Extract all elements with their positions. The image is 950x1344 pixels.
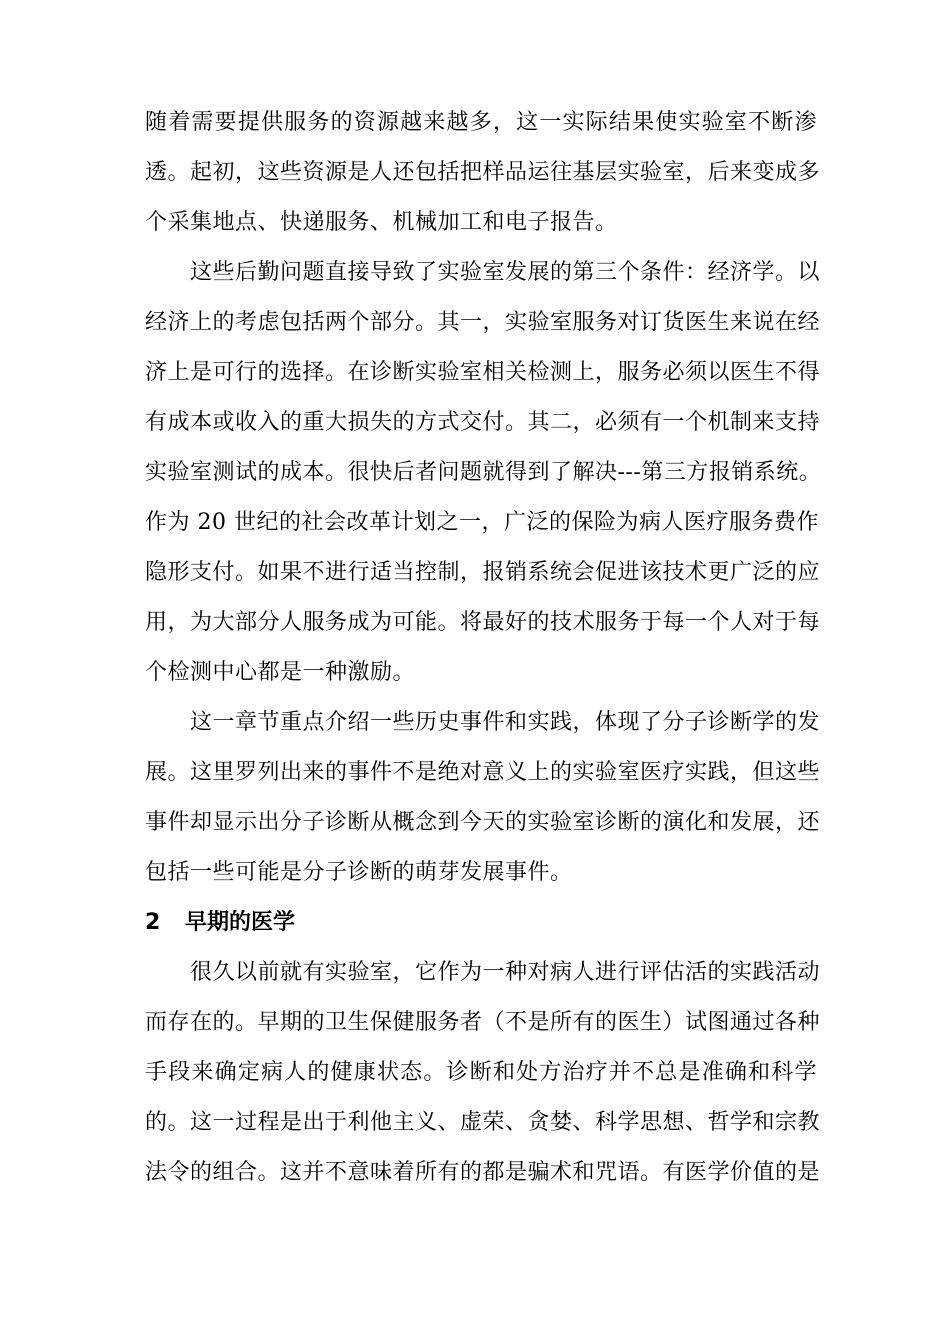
paragraph-3-line-4: 包括一些可能是分子诊断的萌芽发展事件。 bbox=[145, 860, 573, 885]
paragraph-3-line-1: 这一章节重点介绍一些历史事件和实践，体现了分子诊断学的发 bbox=[190, 710, 821, 735]
section-paragraph-line-5: 法令的组合。这并不意味着所有的都是骗术和咒语。有医学价值的是 bbox=[145, 1160, 821, 1185]
section-paragraph-line-1: 很久以前就有实验室，它作为一种对病人进行评估活的实践活动 bbox=[190, 960, 821, 985]
paragraph-1-line-3: 个采集地点、快递服务、机械加工和电子报告。 bbox=[145, 210, 618, 235]
section-title: 早期的医学 bbox=[185, 910, 296, 935]
section-number: 2 bbox=[145, 910, 161, 935]
section-paragraph-line-2: 而存在的。早期的卫生保健服务者（不是所有的医生）试图通过各种 bbox=[145, 1010, 821, 1035]
paragraph-3-line-2: 展。这里罗列出来的事件不是绝对意义上的实验室医疗实践，但这些 bbox=[145, 760, 821, 785]
paragraph-2-line-8: 用，为大部分人服务成为可能。将最好的技术服务于每一个人对于每 bbox=[145, 610, 821, 635]
paragraph-2-line-3: 济上是可行的选择。在诊断实验室相关检测上，服务必须以医生不得 bbox=[145, 360, 821, 385]
section-paragraph-line-4: 的。这一过程是出于利他主义、虚荣、贪婪、科学思想、哲学和宗教 bbox=[145, 1110, 821, 1135]
paragraph-2-line-5: 实验室测试的成本。很快后者问题就得到了解决---第三方报销系统。 bbox=[145, 460, 822, 485]
paragraph-2-line-9: 个检测中心都是一种激励。 bbox=[145, 660, 416, 685]
paragraph-1-line-2: 透。起初，这些资源是人还包括把样品运往基层实验室，后来变成多 bbox=[145, 160, 821, 185]
paragraph-3-line-3: 事件却显示出分子诊断从概念到今天的实验室诊断的演化和发展，还 bbox=[145, 810, 821, 835]
paragraph-2-line-6: 作为 20 世纪的社会改革计划之一，广泛的保险为病人医疗服务费作 bbox=[145, 510, 819, 535]
paragraph-1-line-1: 随着需要提供服务的资源越来越多，这一实际结果使实验室不断渗 bbox=[145, 110, 817, 135]
section-paragraph-line-3: 手段来确定病人的健康状态。诊断和处方治疗并不总是准确和科学 bbox=[145, 1060, 817, 1085]
paragraph-2-line-4: 有成本或收入的重大损失的方式交付。其二，必须有一个机制来支持 bbox=[145, 410, 821, 435]
paragraph-2-line-7: 隐形支付。如果不进行适当控制，报销系统会促进该技术更广泛的应 bbox=[145, 560, 821, 585]
paragraph-2-line-2: 经济上的考虑包括两个部分。其一，实验室服务对订货医生来说在经 bbox=[145, 310, 821, 335]
section-heading bbox=[145, 898, 295, 948]
paragraph-2-line-1: 这些后勤问题直接导致了实验室发展的第三个条件：经济学。以 bbox=[190, 260, 821, 285]
